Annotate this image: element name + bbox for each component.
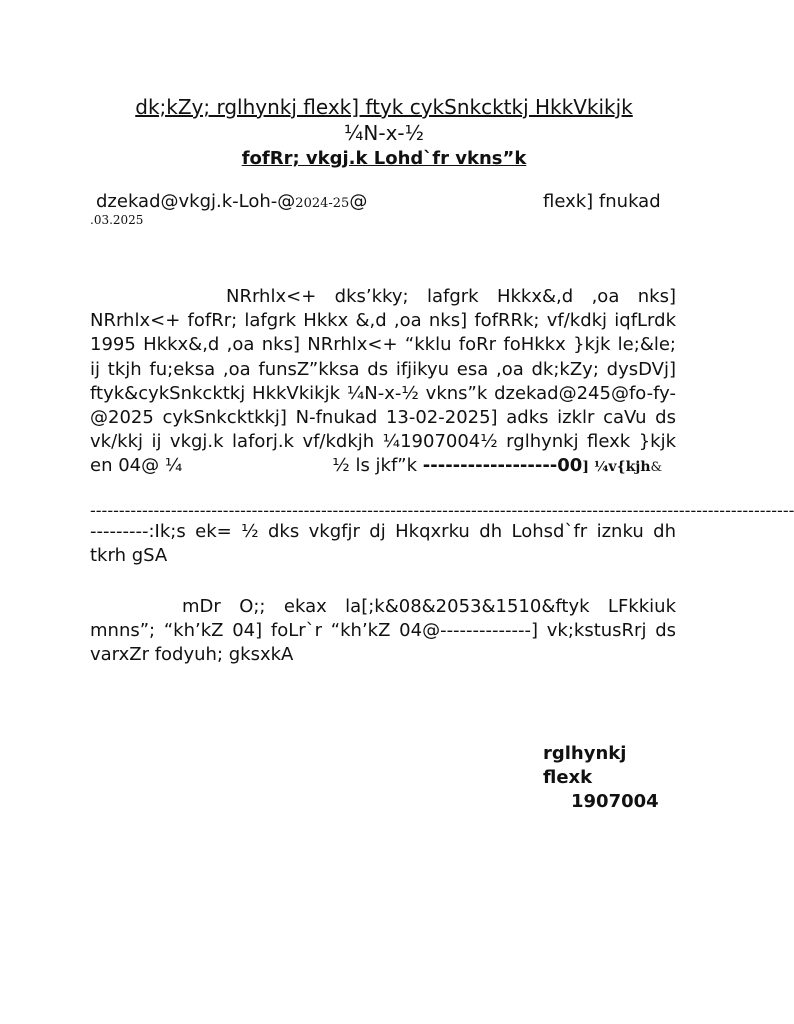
amount-suffix-text: ½ ls jkf”k	[332, 455, 418, 477]
amount-words-amp: &	[650, 460, 663, 476]
order-subtitle: fofRr; vkgj.k Lohd`fr vkns”k	[241, 148, 527, 169]
date-value: .03.2025	[90, 213, 144, 227]
order-number-prefix: dzekad@vkgj.k-Loh-@	[96, 191, 296, 212]
date-label: flexk] fnukad	[543, 191, 661, 212]
amount-words-start: ] ¼v{kjh	[582, 459, 651, 476]
signature-code: 1907004	[571, 791, 659, 812]
dash-separator: --------------------------------------------------------------------------------------------------------------------------	[90, 501, 794, 520]
body-paragraph-2	[90, 595, 676, 668]
amount-dashes: ------------------00	[422, 455, 583, 477]
order-number-year: 2024-25	[295, 196, 350, 211]
office-location-code: ¼N-x-½	[344, 121, 424, 145]
signature-block	[543, 742, 659, 814]
order-number	[96, 191, 367, 215]
body-paragraph-1-continued: ---------:Ik;s ek= ½ dks vkgfjr dj Hkqxrku dh Lohsd`fr iznku dh tkrh gSA	[90, 521, 676, 567]
office-title: dk;kZy; rglhynkj flexk] ftyk cykSnkcktkj HkkVkikjk	[135, 95, 633, 119]
signature-title: rglhynkj	[543, 743, 627, 764]
body-paragraph-1-text: NRrhlx<+ dks’kky; lafgrk Hkkx&,d ,oa nks] NRrhlx<+ fofRr; lafgrk Hkkx &,d ,oa nks] fofRRk; vf/kdkj iqfLrdk 1995 Hkkx&,d ,oa nks] NRrhlx<+ “kklu foRr foHkkx }kjk le;&le; ij tkjh fu;eksa ,oa funsZ”kksa ds ifjikyu esa ,oa dk;kZy; dysDVj] ftyk&cykSnkcktkj HkkVkikjk ¼N-x-½ vkns”k dzekad@245@fo-fy-@2025 cykSnkcktkkj] N-fnukad 13-02-2025] adks izklr caVu ds vk/kkj ij vkgj.k laforj.k vf/kdkjh ¼1907004½ rglhynkj flexk }kjk en 04@ ¼	[90, 286, 676, 477]
body-paragraph-2-text: mDr O;; ekax la[;k&08&2053&1510&ftyk LFkkiuk mnns”; “kh’kZ 04] foLr`r “kh’kZ 04@--------------] vk;kstusRrj ds varxZr fodyuh; gksxkA	[90, 596, 676, 666]
order-number-suffix: @	[349, 191, 368, 212]
body-paragraph-1	[90, 285, 676, 481]
signature-place: flexk	[543, 767, 593, 788]
